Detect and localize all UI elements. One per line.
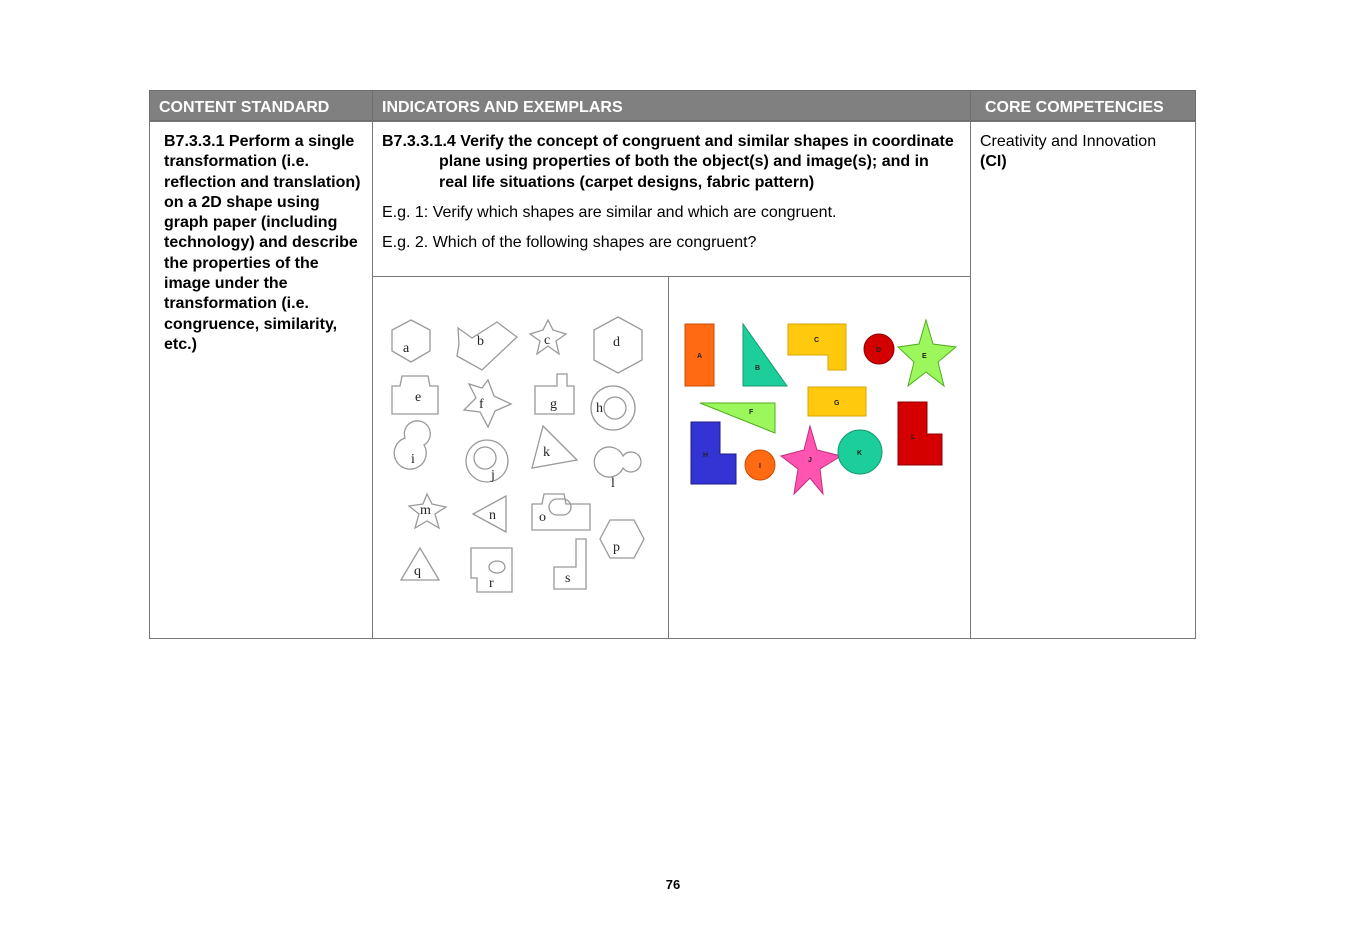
core-competencies-cell [970,121,1196,639]
label-s: s [565,571,571,586]
indicator-code: B7.3.3.1.4 [382,133,456,150]
label-h: h [596,401,603,416]
core-text: Creativity and Innovation [980,133,1157,150]
header-indicators: INDICATORS AND EXEMPLARS [372,90,971,121]
label-c: c [544,333,551,348]
outline-shapes-figure [380,308,660,608]
label-H: H [703,452,709,459]
label-J: J [808,457,812,464]
page-number: 76 [665,877,681,892]
shape-r-hole [489,561,505,573]
triangle-k [532,426,577,468]
header-content-standard: CONTENT STANDARD [149,90,373,121]
label-A: A [697,353,703,360]
hexagon-p [600,520,644,558]
label-i: i [411,452,415,467]
colored-shapes-figure [680,312,965,502]
label-r: r [489,576,494,591]
label-p: p [613,540,620,555]
label-k: k [543,445,550,460]
indicator-text [382,132,960,193]
star-f [464,380,511,427]
label-d: d [613,335,620,350]
shape-H [691,422,736,484]
label-B: B [755,365,761,372]
label-l: l [611,476,615,491]
label-K: K [857,450,863,457]
label-n: n [489,508,496,523]
label-o: o [539,510,546,525]
label-b: b [477,334,484,349]
curriculum-table [149,90,1196,639]
label-q: q [414,564,421,579]
shape-b [457,322,517,370]
shape-B [743,324,787,386]
shape-C [788,324,846,370]
content-standard-cell [149,121,373,639]
label-f: f [479,397,484,412]
label-e: e [415,390,422,405]
label-m: m [420,503,431,518]
label-L: L [911,434,916,441]
shape-l [594,447,641,477]
label-g: g [550,397,557,412]
ring-h-inner [604,397,626,419]
ring-j-outer [466,440,508,482]
example-2: E.g. 2. Which of the following shapes are congruent? [382,234,757,252]
core-code: (CI) [980,153,1007,171]
example-1: E.g. 1: Verify which shapes are similar and which are congruent. [382,203,837,221]
label-G: G [834,400,840,407]
shape-L [898,402,942,465]
label-F: F [749,409,754,416]
label-I: I [759,463,761,470]
header-core-competencies: CORE COMPETENCIES [970,90,1196,121]
label-a: a [403,341,410,356]
shape-o-window [549,499,571,515]
label-j: j [491,468,495,483]
content-standard-text: B7.3.3.1 Perform a single transformation (i.e. reflection and translation) on a 2D shape using graph paper (including technology) and describe the properties of the image under the transformation (i.e. congruence, similarity, etc.) [164,133,361,353]
shape-E [898,320,956,386]
indicator-title: Verify the concept of congruent and similar shapes in coordinate plane using properties of both the object(s) and image(s); and in real life situations (carpet designs, fabric pattern) [439,133,954,191]
label-D: D [876,347,882,354]
label-C: C [814,337,820,344]
label-E: E [922,353,927,360]
hexagon-a [392,320,430,362]
ring-j-inner [474,447,496,469]
